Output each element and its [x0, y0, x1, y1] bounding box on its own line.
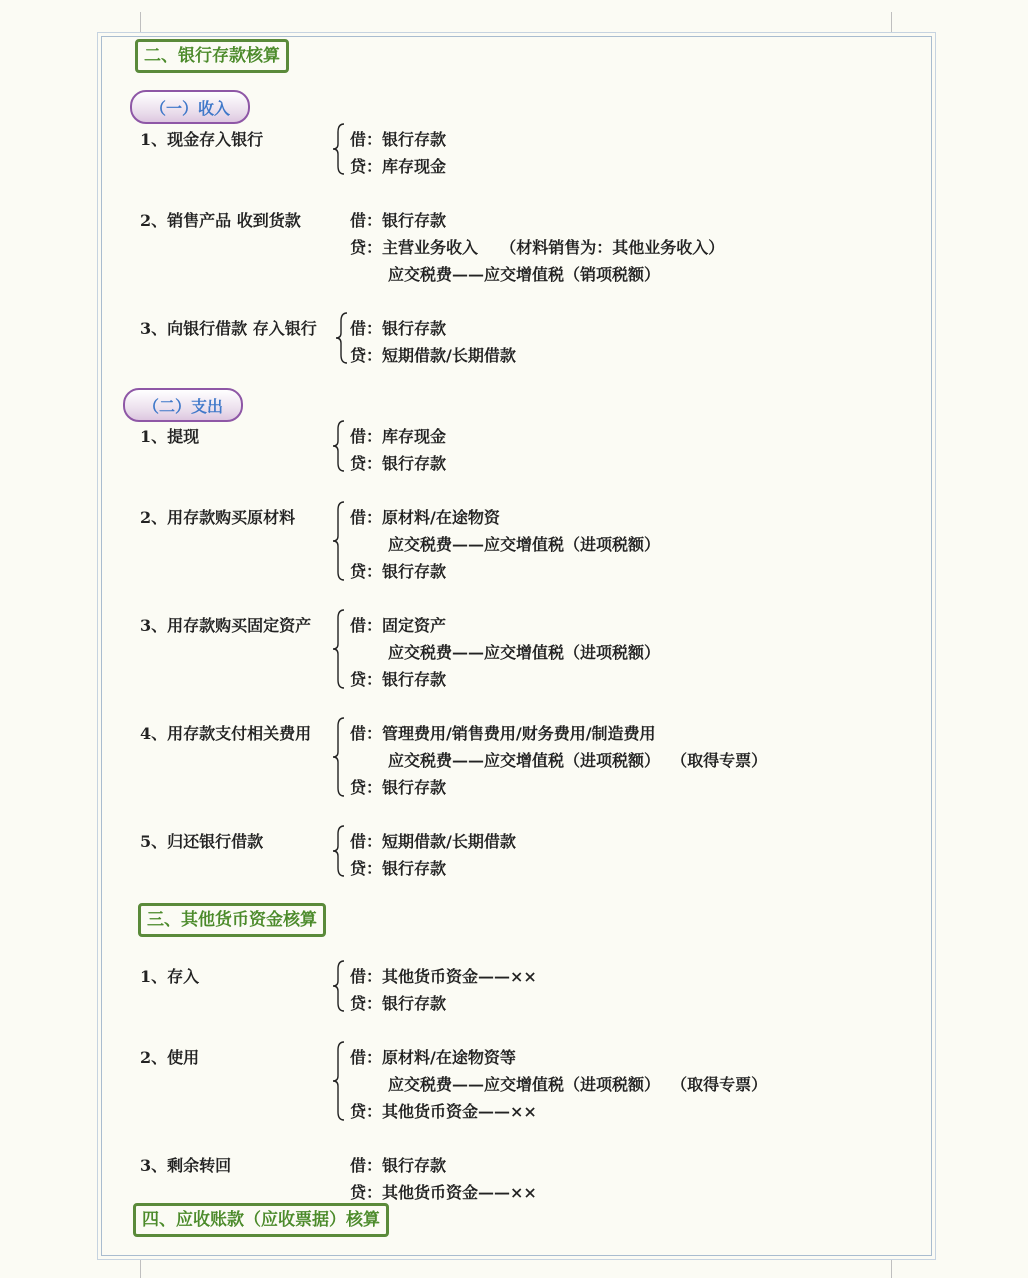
- subsection-income: （一）收入: [130, 90, 250, 124]
- credit-line: 贷：银行存款: [350, 562, 447, 581]
- brace-icon: [332, 1040, 346, 1122]
- credit-line: 贷：银行存款: [350, 994, 447, 1013]
- debit-line: 应交税费——应交增值税（进项税额） （取得专票）: [388, 1075, 768, 1094]
- crop-mark: [140, 12, 141, 36]
- crop-mark: [891, 12, 892, 36]
- credit-line: 贷：主营业务收入 （材料销售为：其他业务收入）: [350, 238, 725, 257]
- entry-title: 2、使用: [140, 1048, 200, 1067]
- debit-line: 借：其他货币资金——××: [350, 967, 537, 986]
- entry-title: 2、销售产品 收到货款: [140, 211, 301, 230]
- subsection-expense: （二）支出: [123, 388, 243, 422]
- credit-line: 贷：库存现金: [350, 157, 447, 176]
- debit-line: 应交税费——应交增值税（进项税额）: [388, 535, 661, 554]
- debit-line: 借：短期借款/长期借款: [350, 832, 516, 851]
- debit-line: 借：库存现金: [350, 427, 447, 446]
- entry-title: 1、提现: [140, 427, 200, 446]
- debit-line: 借：原材料/在途物资等: [350, 1048, 516, 1067]
- credit-line: 贷：银行存款: [350, 859, 447, 878]
- brace-icon: [332, 608, 346, 690]
- credit-line: 应交税费——应交增值税（销项税额）: [388, 265, 661, 284]
- credit-line: 贷：短期借款/长期借款: [350, 346, 516, 365]
- crop-mark: [891, 1256, 892, 1278]
- brace-icon: [335, 311, 349, 365]
- debit-line: 应交税费——应交增值税（进项税额） （取得专票）: [388, 751, 768, 770]
- entry-title: 3、用存款购买固定资产: [140, 616, 312, 635]
- credit-line: 贷：其他货币资金——××: [350, 1183, 537, 1202]
- brace-icon: [332, 959, 346, 1013]
- brace-icon: [332, 716, 346, 798]
- brace-icon: [332, 419, 346, 473]
- brace-icon: [332, 122, 346, 176]
- credit-line: 贷：其他货币资金——××: [350, 1102, 537, 1121]
- entry-title: 3、向银行借款 存入银行: [140, 319, 317, 338]
- credit-line: 贷：银行存款: [350, 778, 447, 797]
- debit-line: 借：银行存款: [350, 130, 447, 149]
- debit-line: 借：原材料/在途物资: [350, 508, 500, 527]
- brace-icon: [332, 824, 346, 878]
- entry-title: 3、剩余转回: [140, 1156, 232, 1175]
- section-title-receivable: 四、应收账款（应收票据）核算: [133, 1203, 389, 1237]
- debit-line: 借：银行存款: [350, 211, 447, 230]
- entry-title: 4、用存款支付相关费用: [140, 724, 312, 743]
- debit-line: 应交税费——应交增值税（进项税额）: [388, 643, 661, 662]
- debit-line: 借：管理费用/销售费用/财务费用/制造费用: [350, 724, 656, 743]
- debit-line: 借：银行存款: [350, 1156, 447, 1175]
- entry-title: 2、用存款购买原材料: [140, 508, 296, 527]
- entry-title: 1、现金存入银行: [140, 130, 264, 149]
- entry-title: 5、归还银行借款: [140, 832, 264, 851]
- debit-line: 借：银行存款: [350, 319, 447, 338]
- entry-title: 1、存入: [140, 967, 200, 986]
- crop-mark: [140, 1256, 141, 1278]
- brace-icon: [332, 500, 346, 582]
- section-title-other: 三、其他货币资金核算: [138, 903, 326, 937]
- credit-line: 贷：银行存款: [350, 454, 447, 473]
- section-title-bank: 二、银行存款核算: [135, 39, 289, 73]
- debit-line: 借：固定资产: [350, 616, 447, 635]
- credit-line: 贷：银行存款: [350, 670, 447, 689]
